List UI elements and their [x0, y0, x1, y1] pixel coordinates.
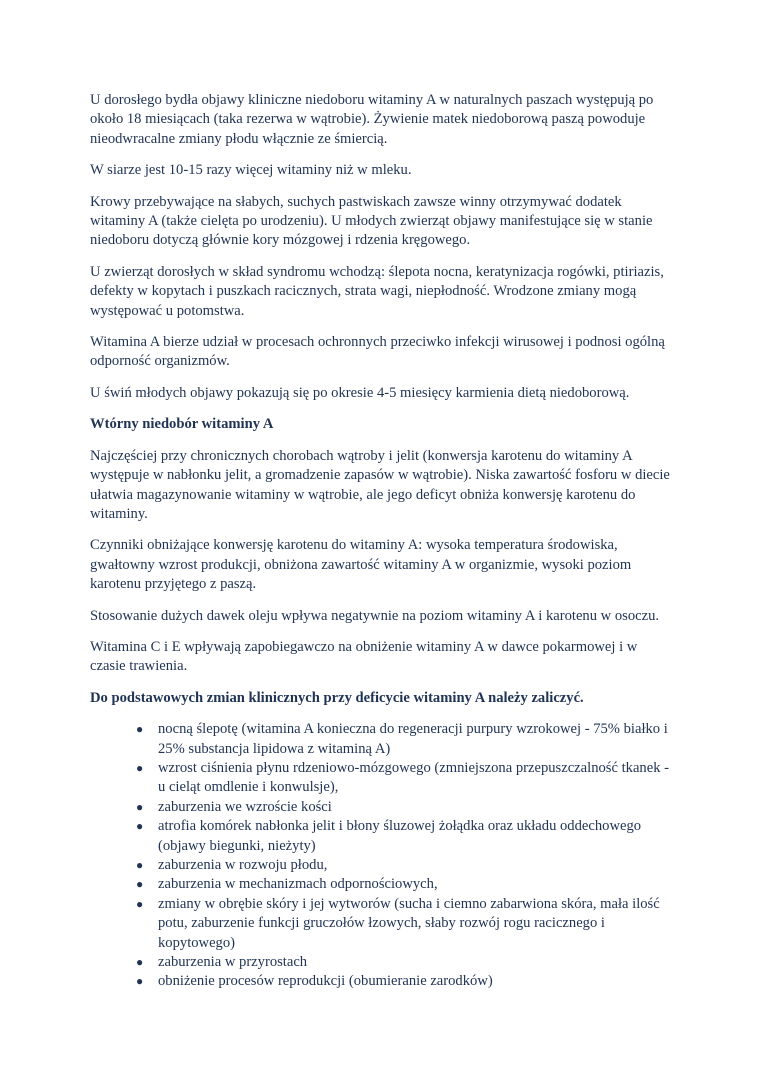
list-item-text: zaburzenia w przyrostach	[158, 954, 308, 971]
heading-clinical-changes: Do podstawowych zmian klinicznych przy deficycie witaminy A należy zaliczyć.	[90, 689, 584, 706]
bullet-icon: ●	[136, 896, 144, 911]
bullet-icon: ●	[136, 722, 144, 737]
list-item-text: zaburzenia w mechanizmach odpornościowych,	[158, 876, 438, 893]
paragraph-chronic-diseases: Najczęściej przy chronicznych chorobach wątroby i jelit (konwersja karotenu do witaminy A występuje w nabłonku jelit, a gromadzenie zapasów w wątrobie). Niska zawartość fosforu w diecie ułatwia magazynowanie witaminy w wątrobie, ale jego deficyt obniża konwersję karotenu do witaminy.	[90, 447, 670, 522]
list-item-text: wzrost ciśnienia płynu rdzeniowo-mózgowego (zmniejszona przepuszczalność tkanek - u cieląt omdlenie i konwulsje),	[158, 759, 670, 796]
paragraph-adult-syndrome: U zwierząt dorosłych w skład syndromu wchodzą: ślepota nocna, keratynizacja rogówki, ptiriazis, defekty w kopytach i puszkach racicznych, strata wagi, niepłodność. Wrodzone zmiany mogą występować u potomstwa.	[90, 263, 664, 319]
list-item-text: zmiany w obrębie skóry i jej wytworów (sucha i ciemno zabarwiona skóra, mała ilość potu, zaburzenie funkcji gruczołów łzowych, słaby rozwój rogu racicznego i kopytowego)	[158, 895, 660, 951]
bullet-icon: ●	[136, 974, 144, 989]
paragraph-cows-pastures: Krowy przebywające na słabych, suchych pastwiskach zawsze winny otrzymywać dodatek witaminy A (także cielęta po urodzeniu). U młodych zwierząt objawy manifestujące się w stanie niedoboru dotyczą głównie kory mózgowej i rdzenia kręgowego.	[90, 193, 653, 249]
list-item	[136, 953, 670, 972]
paragraph-immunity: Witamina A bierze udział w procesach ochronnych przeciwko infekcji wirusowej i podnosi ogólną odporność organizmów.	[90, 334, 665, 370]
list-item	[136, 895, 670, 953]
bullet-icon: ●	[136, 877, 144, 892]
paragraph-colostrum: W siarze jest 10-15 razy więcej witaminy niż w mleku.	[90, 162, 412, 179]
list-item	[136, 875, 670, 894]
list-item-text: atrofia komórek nabłonka jelit i błony śluzowej żołądka oraz układu oddechowego (objawy biegunki, nieżyty)	[158, 818, 642, 854]
paragraph-pigs: U świń młodych objawy pokazują się po okresie 4-5 miesięcy karmienia dietą niedoborową.	[90, 384, 630, 401]
list-item-text: nocną ślepotę (witamina A konieczna do regeneracji purpury wzrokowej - 75% białko i 25% substancja lipidowa z witaminą A)	[158, 721, 668, 757]
clinical-changes-list	[90, 720, 670, 992]
bullet-icon: ●	[136, 858, 144, 872]
list-item	[136, 720, 670, 759]
bullet-icon: ●	[136, 760, 144, 775]
list-item-text: obniżenie procesów reprodukcji (obumieranie zarodków)	[158, 973, 493, 990]
heading-secondary-deficiency: Wtórny niedobór witaminy A	[90, 416, 274, 433]
list-item	[136, 817, 670, 856]
list-item	[136, 856, 670, 875]
list-item-text: zaburzenia we wzroście kości	[158, 798, 332, 815]
paragraph-vitamin-c-e: Witamina C i E wpływają zapobiegawczo na obniżenie witaminy A w dawce pokarmowej i w czasie trawienia.	[90, 638, 638, 675]
document-page	[90, 91, 670, 992]
bullet-icon: ●	[136, 819, 144, 834]
paragraph-adult-cattle-symptoms: U dorosłego bydła objawy kliniczne niedoboru witaminy A w naturalnych paszach występują po około 18 miesiącach (taka rezerwa w wątrobie). Żywienie matek niedoborową paszą powoduje nieodwracalne zmiany płodu włącznie ze śmiercią.	[90, 92, 654, 147]
bullet-icon: ●	[136, 799, 144, 814]
paragraph-conversion-factors: Czynniki obniżające konwersję karotenu do witaminy A: wysoka temperatura środowiska, gwałtowny wzrost produkcji, obniżona zawartość witaminy A w organizmie, wysoki poziom karotenu przyjętego z paszą.	[90, 537, 632, 593]
list-item	[136, 759, 670, 798]
list-item-text: zaburzenia w rozwoju płodu,	[158, 857, 328, 873]
paragraph-oil-doses: Stosowanie dużych dawek oleju wpływa negatywnie na poziom witaminy A i karotenu w osoczu.	[90, 607, 660, 624]
bullet-icon: ●	[136, 955, 144, 970]
list-item	[136, 972, 670, 991]
list-item	[136, 798, 670, 817]
